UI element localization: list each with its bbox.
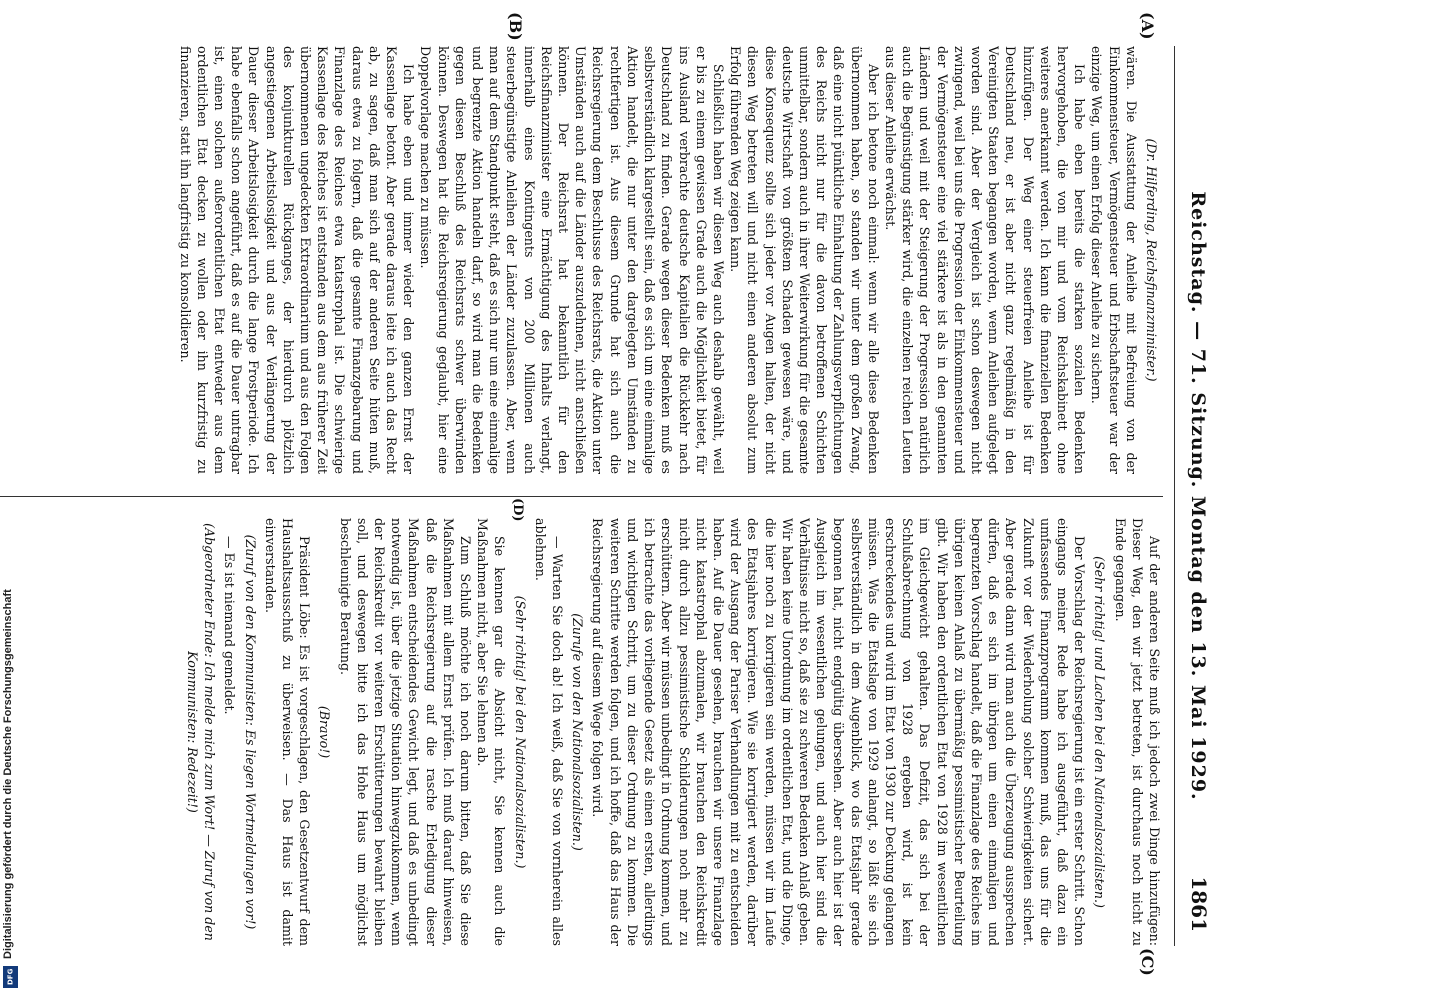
paragraph: Der Vorschlag der Reichsregierung ist ein erster Schritt. Schon eingangs meiner Rede habe ich ausgeführt, daß dazu ein umfassendes Finanzprogramm kommen muß, das uns für die Zukunft vor der Wiederholung solcher Schwierigkeiten sichert. Aber gerade dann wird man auch die Überzeugung aussprechen dürfen, daß es sich im übrigen um einen einmaligen und begrenzten Vorschlag handelt, daß die Finanzlage des Reiches im übrigen keinen Anlaß zu übermäßig pessimistischer Beurteilung gibt. Wir haben den ordentlichen Etat von 1928 im wesentlichen im Gleichgewicht gehalten. Das Defizit, das sich bei der Schlußabrechnung von 1928 ergeben wird, ist kein erschreckendes und wird im Etat von 1930 zur Deckung gelangen müssen. Was die Etatslage von 1929 anlangt, so läßt sie sich selbstverständlich in dem Augenblick, wo das Etatsjahr gerade begonnen hat, nicht endgültig übersehen. Aber auch hier ist der Ausgleich im wesentlichen gelungen, und auch hier sind die Verhältnisse nicht so, daß sie zu schweren Bedenken Anlaß geben. Wir haben keine Unordnung im ordentlichen Etat, und die Dinge, die hier noch zu korrigieren sein werden, müssen wir im Laufe des Etatsjahres korrigieren. Wie sie korrigiert werden, darüber wird der Ausgang der Pariser Verhandlungen mit zu entscheiden haben. Auf die Dauer gesehen, brauchen wir unsere Finanzlage nicht katastrophal abzumalen, wir brauchen den Reichskredit nicht durch allzu pessimistische Schilderungen noch mehr zu erschüttern. Aber wir müssen unbedingt in Ordnung kommen, und ich betrachte das vorliegende Gesetz als einen ersten, allerdings und wichtigen Schritt, um zu dieser Ordnung zu kommen. Die weiteren Schritte werden folgen, und ich hoffe, daß das Haus der Reichsregierung auf diesem Wege folgen wird. bbox=[590, 518, 1088, 946]
interjection: (Zurufe von den Nationalsozialisten.) bbox=[570, 613, 586, 851]
margin-letter-a: (A) bbox=[1138, 12, 1157, 40]
paragraph: Sie kennen gar die Absicht nicht, Sie kennen auch die Maßnahmen nicht, aber Sie lehnen ab. bbox=[475, 518, 508, 946]
running-head: Reichstag. — 71. Sitzung. Montag den 13. Mai 1929. bbox=[1187, 191, 1209, 801]
margin-letter-d: (D) bbox=[510, 498, 525, 522]
speaker-tag: (Dr. Hilferding, Reichsfinanzminister.) bbox=[1144, 138, 1159, 382]
interjection: (Sehr richtig! bei den Nationalsozialisten.) bbox=[512, 595, 528, 869]
interjection: (Sehr richtig! und Lachen bei den Nationalsozialisten.) bbox=[1092, 556, 1108, 908]
digitization-note: Digitalisierung gefördert durch die Deutsche Forschungsgemeinschaft bbox=[2, 589, 14, 959]
interjection: (Zuruf von den Kommunisten: Es liegen Wortmeldungen vor!) bbox=[242, 534, 258, 930]
paragraph: Präsident Löbe: Es ist vorgeschlagen, den Gesetzentwurf dem Haushaltsausschuß zu überweisen. — Das Haus ist damit einverstanden. bbox=[262, 518, 313, 946]
page-header bbox=[1174, 46, 1215, 946]
right-column bbox=[0, 518, 1163, 946]
paragraph: Zum Schluß möchte ich noch darum bitten, daß Sie diese Maßnahmen mit allem Ernst prüfen. Ich muß darauf hinweisen, daß die Reichsregierung auf die rasche Erledigung dieser Maßnahmen entscheidendes Gewicht legt, und daß es unbedingt notwendig ist, über die jetzige Situation hinwegzukommen, wenn der Reichskredit vor weiteren Erschütterungen bewahrt bleiben soll, und deswegen bitte ich das Hohe Haus um möglichst beschleunigte Beratung. bbox=[337, 518, 474, 946]
page-number: 1861 bbox=[1187, 876, 1211, 932]
paragraph: Aber ich betone noch einmal: wenn wir alle diese Bedenken übernommen haben, so standen wir unter dem großen Zwang, daß eine nicht pünktliche Einhaltung der Zahlungsverpflichtungen des Reichs nicht nur für die davon betroffenen Schichten unmittelbar, sondern auch in ihrer Weiterwirkung für die gesamte deutsche Wirtschaft von größtem Schaden gewesen wäre, und diese Konsequenz sollte sich jeder vor Augen halten, der nicht diesen Weg betreten will und nicht einen anderen absolut zum Erfolg führenden Weg zeigen kann. bbox=[728, 46, 881, 474]
paragraph: Schließlich haben wir diesen Weg auch deshalb gewählt, weil er bis zu einem gewissen Grade auch die Möglichkeit bietet, für ins Ausland verbrachte deutsche Kapitalien die Rückkehr nach Deutschland zu finden. Gerade wegen dieser Bedenken muß es selbstverständlich klargestellt sein, daß es sich um eine einmalige Aktion handelt, die nur unter den dargelegten Umständen zu rechtfertigen ist. Aus diesem Grunde hat sich auch die Reichsregierung dem Beschlusse des Reichsrats, die Aktion unter Umständen auch auf die Länder auszudehnen, nicht anschließen können. Der Reichsrat hat bekanntlich für den Reichsfinanzminister eine Ermächtigung des Inhalts verlangt, innerhalb eines Kontingents von 200 Millionen auch steuerbegünstigte Anleihen der Länder zuzulassen. Aber, wenn man auf dem Standpunkt steht, daß es sich nur um eine einmalige und begrenzte Aktion handeln darf, so wird man die Bedenken gegen diesen Beschluß des Reichsrats schwer überwinden können. Deswegen hat die Reichsregierung geglaubt, hier eine Doppelvorlage machen zu müssen. bbox=[418, 46, 726, 474]
paragraph: — Es ist niemand gemeldet. bbox=[222, 536, 238, 715]
left-column bbox=[0, 46, 1163, 474]
interjection: (Abgeordneter Ende: Ich melde mich zum Wort! — Zuruf von den Kommunisten: Redezeit!) bbox=[185, 523, 218, 941]
margin-letter-c: (C) bbox=[1138, 948, 1157, 976]
paragraph: — Warten Sie doch ab! Ich weiß, daß Sie von vornherein alles ablehnen. bbox=[532, 518, 566, 946]
interjection: (Bravo!) bbox=[317, 705, 333, 759]
paragraph: Ich habe eben bereits die starken sozialen Bedenken hervorgehoben, die von mir und vom Reichskabinett ohne weiteres anerkannt werden. Ich kann die finanziellen Bedenken hinzufügen. Der Weg einer steuerfreien Anleihe ist für Deutschland neu, er ist aber nicht ganz regelmäßig in den Vereinigten Staaten begangen worden, wenn Anleihen aufgelegt worden sind. Aber der Vergleich ist schon deswegen nicht zwingend, weil bei uns die Progression der Einkommensteuer und der Vermögensteuer eine viel stärkere ist als in den genannten Ländern und weil mit der Steigerung der Progression natürlich auch die Begünstigung stärker wird, die einzelnen reichen Leuten aus dieser Anleihe erwächst. bbox=[882, 46, 1088, 474]
paragraph: Auf der anderen Seite muß ich jedoch zwei Dinge hinzufügen: Dieser Weg, den wir jetzt betreten, ist durchaus noch nicht zu Ende gegangen. bbox=[1112, 518, 1162, 946]
column-divider bbox=[0, 496, 1163, 497]
paragraph: wären. Die Ausstattung der Anleihe mit Befreiung von der Einkommensteuer, Vermögensteuer und Erbschaftsteuer war der einzige Weg, um einen Erfolg dieser Anleihe zu sichern. bbox=[1089, 46, 1139, 474]
margin-letter-b: (B) bbox=[506, 12, 525, 41]
scanned-page bbox=[0, 12, 1215, 976]
paragraph: Ich habe eben und immer wieder den ganzen Ernst der Kassenlage betont. Aber gerade daraus leite ich auch das Recht ab, zu sagen, daß man sich auf der anderen Seite hüten muß, daraus etwa zu folgern, daß die gesamte Finanzgebarung und Finanzlage des Reiches etwa katastrophal ist. Die schwierige Kassenlage des Reiches ist entstanden aus dem aus früherer Zeit übernommenen ungedeckten Extraordinarium und aus den Folgen des konjunkturellen Rückganges, der hierdurch plötzlich angestiegenen Arbeitslosigkeit und aus der Verlängerung der Dauer dieser Arbeitslosigkeit durch die lange Frostperiode. Ich habe ebenfalls schon angeführt, daß es auf die Dauer untragbar ist, einen solchen außerordentlichen Etat entweder aus dem ordentlichen Etat decken zu wollen oder ihn kurzfristig zu finanzieren, statt ihn langfristig zu konsolidieren. bbox=[177, 46, 417, 474]
dfg-logo-icon: DFG bbox=[3, 966, 18, 988]
